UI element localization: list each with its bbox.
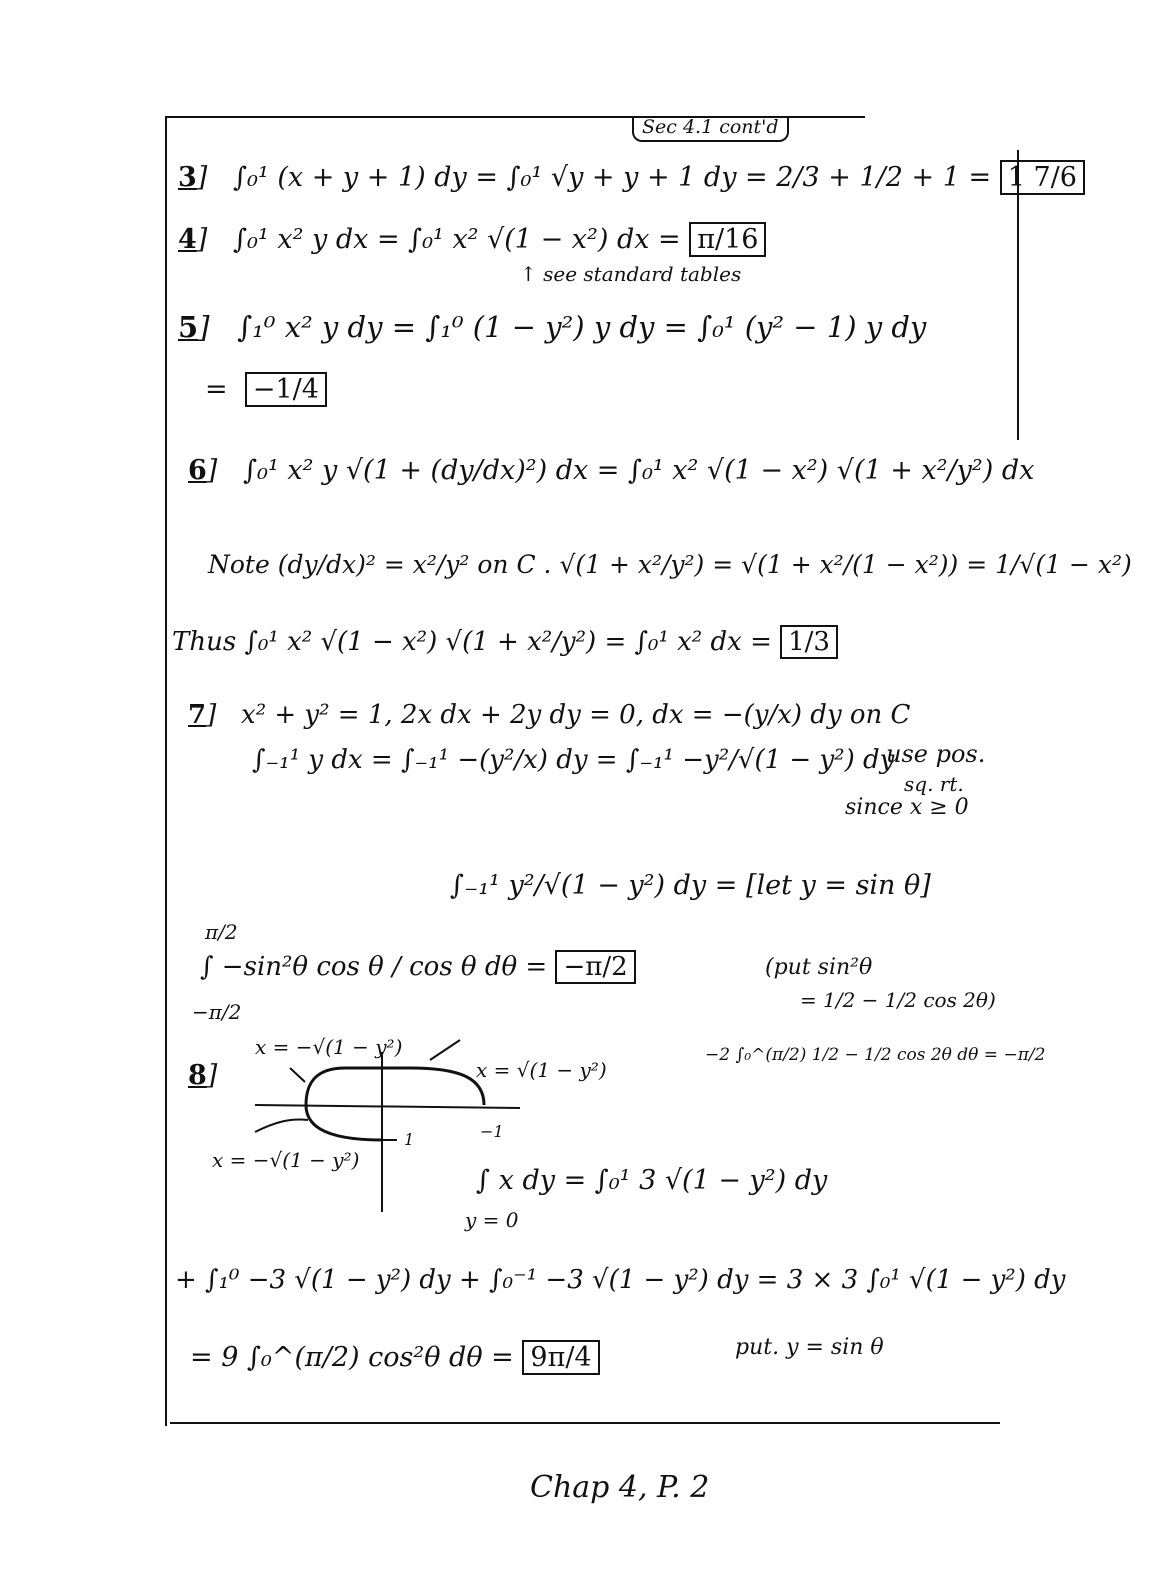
problem-number: 3 bbox=[178, 162, 197, 193]
aside-since: since x ≥ 0 bbox=[845, 795, 969, 820]
curve-bottom-label: x = −√(1 − y²) bbox=[212, 1148, 360, 1172]
equals-sign: = bbox=[205, 374, 228, 405]
standard-tables-note: ↑ see standard tables bbox=[520, 262, 742, 286]
curve-right-label: x = √(1 − y²) bbox=[476, 1058, 607, 1082]
put-note-2: = 1/2 − 1/2 cos 2θ) bbox=[800, 988, 996, 1012]
problem-number: 7 bbox=[188, 700, 207, 730]
problem-number: 6 bbox=[188, 455, 207, 486]
arrow-right bbox=[430, 1040, 460, 1060]
integral-lower-limit: −π/2 bbox=[192, 1000, 242, 1024]
problem-7-line-1: 7] x² + y² = 1, 2x dx + 2y dy = 0, dx = −(y/x) dy on C bbox=[188, 700, 911, 730]
problem-7-line-3: ∫₋₁¹ y²/√(1 − y²) dy = [let y = sin θ] bbox=[450, 870, 931, 901]
problem-8-line-2: + ∫₁⁰ −3 √(1 − y²) dy + ∫₀⁻¹ −3 √(1 − y²) dy = 3 × 3 ∫₀¹ √(1 − y²) dy bbox=[175, 1265, 1066, 1295]
x-axis bbox=[255, 1105, 520, 1108]
problem-8-label: 8] bbox=[188, 1060, 218, 1091]
result-expression: = 9 ∫₀^(π/2) cos²θ dθ = bbox=[190, 1342, 514, 1373]
curve-left-label: x = −√(1 − y²) bbox=[255, 1035, 403, 1059]
integral-upper-limit: π/2 bbox=[205, 920, 238, 944]
problem-6: 6] ∫₀¹ x² y √(1 + (dy/dx)²) dx = ∫₀¹ x² √(1 − x²) √(1 + x²/y²) dx bbox=[188, 455, 1035, 486]
problem-expression: ∫₁⁰ x² y dy = ∫₁⁰ (1 − y²) y dy = ∫₀¹ (y² − 1) y dy bbox=[237, 310, 927, 344]
answer-box: π/16 bbox=[689, 222, 766, 257]
tick-label-1: 1 bbox=[404, 1130, 415, 1149]
arrow-left bbox=[290, 1068, 305, 1082]
answer-box: 9π/4 bbox=[522, 1340, 599, 1375]
problem-4: 4] ∫₀¹ x² y dx = ∫₀¹ x² √(1 − x²) dx = π/16 bbox=[178, 222, 766, 257]
answer-box: 1 7/6 bbox=[1000, 160, 1085, 195]
problem-expression: ∫₀¹ x² y √(1 + (dy/dx)²) dx = ∫₀¹ x² √(1 − x²) √(1 + x²/y²) dx bbox=[243, 455, 1035, 486]
problem-6-note: Note (dy/dx)² = x²/y² on C . √(1 + x²/y²) = √(1 + x²/(1 − x²)) = 1/√(1 − x²) bbox=[208, 550, 1132, 579]
problem-expression: x² + y² = 1, 2x dx + 2y dy = 0, dx = −(y/x) dy on C bbox=[241, 700, 911, 730]
problem-number: 8 bbox=[188, 1060, 207, 1091]
problem-number: 5 bbox=[178, 310, 199, 344]
problem-number: 4 bbox=[178, 224, 197, 255]
problem-8-line-1: ∫ x dy = ∫₀¹ 3 √(1 − y²) dy bbox=[476, 1165, 828, 1196]
put-note-3: −2 ∫₀^(π/2) 1/2 − 1/2 cos 2θ dθ = −π/2 bbox=[705, 1045, 1046, 1065]
problem-expression: ∫₀¹ (x + y + 1) dy = ∫₀¹ √y + y + 1 dy = 2/3 + 1/2 + 1 = bbox=[233, 162, 992, 193]
section-header: Sec 4.1 cont'd bbox=[632, 116, 789, 142]
aside-sq-rt: sq. rt. bbox=[904, 772, 964, 796]
problem-7-line-2: ∫₋₁¹ y dx = ∫₋₁¹ −(y²/x) dy = ∫₋₁¹ −y²/√(1 − y²) dy bbox=[252, 745, 895, 775]
put-note-1: (put sin²θ bbox=[765, 955, 873, 980]
problem-8-line-3 bbox=[190, 1340, 600, 1375]
answer-box: −1/4 bbox=[245, 372, 327, 407]
problem-3: 3] ∫₀¹ (x + y + 1) dy = ∫₀¹ √y + y + 1 dy = 2/3 + 1/2 + 1 = 1 7/6 bbox=[178, 160, 1085, 195]
region-boundary-curve bbox=[306, 1068, 484, 1140]
arrow-bottom bbox=[255, 1120, 308, 1133]
answer-box: 1/3 bbox=[780, 625, 838, 659]
page-footer: Chap 4, P. 2 bbox=[530, 1470, 710, 1505]
aside-use-pos: use pos. bbox=[886, 740, 986, 768]
tick-label-neg1: −1 bbox=[480, 1122, 504, 1141]
problem-8-put: put. y = sin θ bbox=[735, 1335, 884, 1360]
problem-expression: ∫₀¹ x² y dx = ∫₀¹ x² √(1 − x²) dx = bbox=[233, 224, 681, 255]
thus-expression: Thus ∫₀¹ x² √(1 − x²) √(1 + x²/y²) = ∫₀¹ x² dx = bbox=[172, 627, 772, 657]
answer-box: −π/2 bbox=[555, 950, 635, 984]
problem-8-lower-limit: y = 0 bbox=[465, 1208, 519, 1232]
problem-5: 5] ∫₁⁰ x² y dy = ∫₁⁰ (1 − y²) y dy = ∫₀¹ (y² − 1) y dy bbox=[178, 310, 927, 344]
integral-expression: ∫ −sin²θ cos θ / cos θ dθ = bbox=[200, 952, 548, 982]
